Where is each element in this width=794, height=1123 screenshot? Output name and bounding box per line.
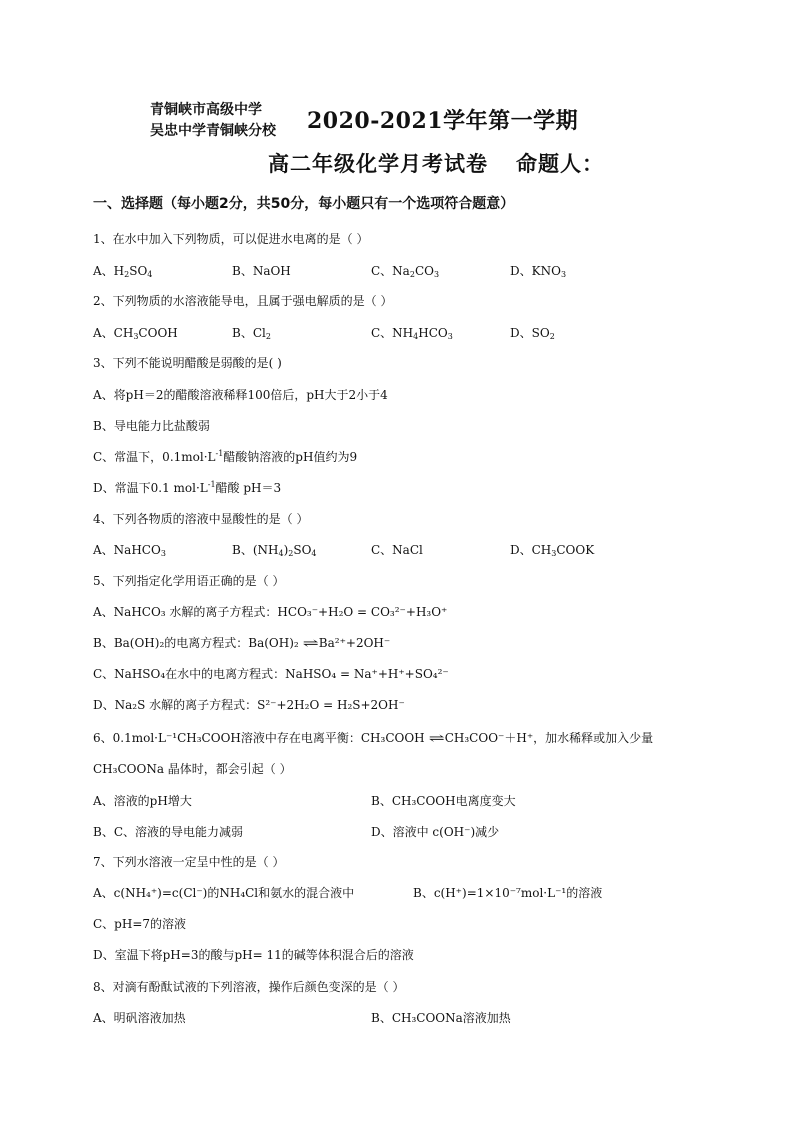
q6-option-d: D、溶液中 c(OH⁻)减少 — [371, 825, 500, 839]
q3-option-c: C、常温下，$0.1mol\cdot L^{-1}$醋酸钠溶液的pH值约为9 — [93, 449, 358, 464]
q1-option-a: A、$H_2SO_4$ — [93, 264, 153, 279]
question-5-stem: 5、下列指定化学用语正确的是（ ） — [93, 574, 285, 588]
school-name — [150, 100, 276, 142]
q1-option-c: C、$Na_2CO_3$ — [371, 264, 440, 279]
q1-option-d: D、$KNO_3$ — [510, 264, 567, 279]
question-3-stem: 3、下列不能说明醋酸是弱酸的是( ) — [93, 356, 282, 370]
equilibrium-arrow-icon: ⇌ — [302, 636, 316, 650]
q3-option-b: B、导电能力比盐酸弱 — [93, 419, 210, 433]
q7-option-d: D、室温下将pH=3的酸与pH= 11的碱等体积混合后的溶液 — [93, 948, 414, 962]
q2-option-b: B、$Cl_2$ — [232, 326, 271, 341]
q7-option-b: B、c(H⁺)=1×10⁻⁷mol·L⁻¹的溶液 — [413, 886, 603, 900]
exam-title-row — [268, 148, 604, 178]
q8-option-b: B、CH₃COONa溶液加热 — [371, 1011, 511, 1025]
question-6-stem-line-2: CH₃COONa 晶体时，都会引起（ ） — [93, 762, 292, 776]
q7-option-a: A、c(NH₄⁺)=c(Cl⁻)的NH₄Cl和氨水的混合液中 — [93, 886, 355, 900]
question-7-stem: 7、下列水溶液一定呈中性的是（ ） — [93, 855, 285, 869]
question-8-stem: 8、对滴有酚酞试液的下列溶液，操作后颜色变深的是（ ） — [93, 980, 405, 994]
school-line-2: 吴忠中学青铜峡分校 — [150, 123, 276, 139]
q1-option-b: B、NaOH — [232, 264, 291, 278]
exam-title: 高二年级化学月考试卷 — [268, 151, 488, 176]
question-4-stem: 4、下列各物质的溶液中显酸性的是（ ） — [93, 512, 309, 526]
q7-option-c: C、pH=7的溶液 — [93, 917, 187, 931]
question-1-stem: 1、在水中加入下列物质，可以促进水电离的是（ ） — [93, 232, 369, 246]
q4-option-b: B、$(NH_4)_2SO_4$ — [232, 543, 317, 558]
q4-option-c: C、NaCl — [371, 543, 423, 557]
q2-option-a: A、$CH_3COOH$ — [93, 326, 178, 341]
q5-option-a: A、NaHCO₃ 水解的离子方程式：HCO₃⁻+H₂O = CO₃²⁻+H₃O⁺ — [93, 605, 448, 619]
school-line-1: 青铜峡市高级中学 — [150, 102, 262, 118]
q4-option-d: D、$CH_3COOK$ — [510, 543, 595, 558]
q6-option-b: B、CH₃COOH电离度变大 — [371, 794, 516, 808]
q5-option-b: B、Ba(OH)₂的电离方程式：Ba(OH)₂ ⇌ Ba²⁺+2OH⁻ — [93, 636, 391, 650]
question-6-stem-line-1: 6、0.1mol·L⁻¹CH₃COOH溶液中存在电离平衡：CH₃COOH ⇌ CH₃COO⁻＋H⁺，加水稀释或加入少量 — [93, 731, 654, 745]
section-title: 一、选择题（每小题2分，共50分，每小题只有一个选项符合题意） — [93, 196, 515, 212]
q2-option-d: D、$SO_2$ — [510, 326, 555, 341]
q5-option-d: D、Na₂S 水解的离子方程式：S²⁻+2H₂O = H₂S+2OH⁻ — [93, 698, 405, 712]
q4-option-a: A、NaHCO$_3$ — [93, 543, 166, 558]
year-title: 2020-2021学年第一学期 — [307, 108, 579, 134]
q2-option-c: C、$NH_4HCO_3$ — [371, 326, 453, 341]
q3-option-a: A、将pH＝2的醋酸溶液稀释100倍后，pH大于2小于4 — [93, 388, 388, 402]
equilibrium-arrow-icon: ⇌ — [428, 731, 442, 745]
q5-option-c: C、NaHSO₄在水中的电离方程式：NaHSO₄ = Na⁺+H⁺+SO₄²⁻ — [93, 667, 449, 681]
q3-option-d: D、常温下0.1 $mol\cdot L^{-1}$醋酸 pH＝3 — [93, 480, 282, 495]
q6-option-c: B、C、溶液的导电能力减弱 — [93, 825, 244, 839]
author-label: 命题人： — [516, 151, 604, 176]
q6-option-a: A、溶液的pH增大 — [93, 794, 192, 808]
question-2-stem: 2、下列物质的水溶液能导电，且属于强电解质的是（ ） — [93, 294, 393, 308]
q8-option-a: A、明矾溶液加热 — [93, 1011, 186, 1025]
